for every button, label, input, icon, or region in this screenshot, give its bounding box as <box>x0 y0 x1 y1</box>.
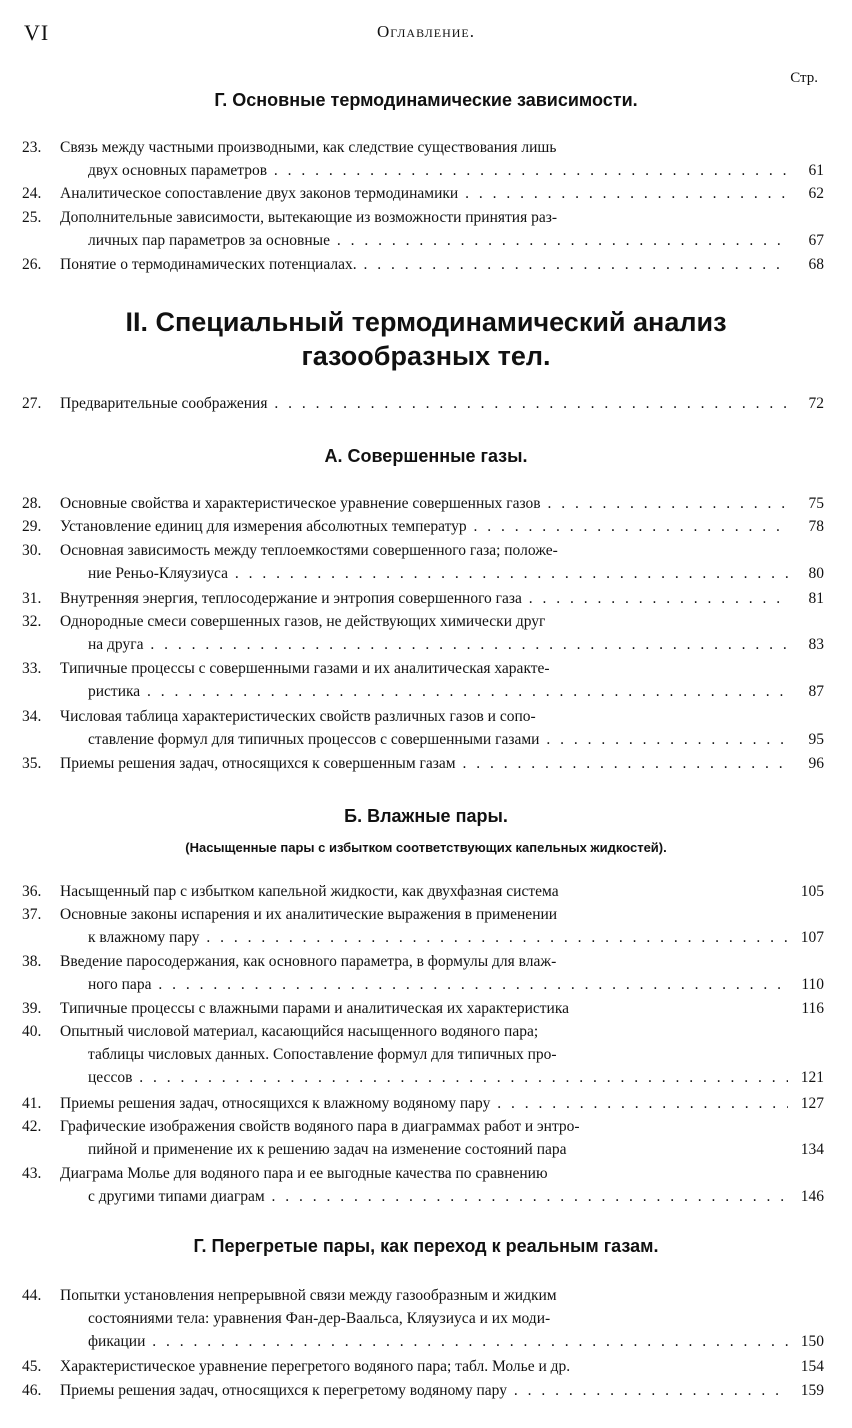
section-subheading-b: (Насыщенные пары с избытком соответствующих капельных жидкостей). <box>185 840 667 855</box>
entry-line: Основная зависимость между теплоемкостями совершенного газа; положе- <box>60 542 558 559</box>
entry-number: 25. <box>22 209 42 226</box>
entry-page: 87 <box>808 683 824 700</box>
entry-line: Характеристическое уравнение перегретого водяного пара; табл. Молье и др. <box>60 1358 571 1375</box>
entry-number: 30. <box>22 542 42 559</box>
entry-page: 159 <box>800 1382 824 1399</box>
entry-line: Приемы решения задач, относящихся к влажному водяному пару . . . <box>60 1092 788 1115</box>
entry-title <box>60 206 788 252</box>
entry-page: 67 <box>808 232 824 249</box>
entry-number: 28. <box>22 495 42 512</box>
entry-number: 29. <box>22 518 42 535</box>
entry-line: к влажному пару . . . <box>60 926 788 949</box>
entry-title <box>60 752 788 775</box>
entry-line: фикации . . . <box>60 1330 788 1353</box>
entry-title <box>60 1115 788 1161</box>
entry-title <box>60 1020 788 1089</box>
entry-title <box>60 492 788 515</box>
entry-title <box>60 182 788 205</box>
entry-title <box>60 1284 788 1353</box>
entry-number: 36. <box>22 883 42 900</box>
entry-number: 42. <box>22 1118 42 1135</box>
entry-number: 33. <box>22 660 42 677</box>
entry-line: Понятие о термодинамических потенциалах. . . . <box>60 253 788 276</box>
entry-line: состояниями тела: уравнения Фан-дер-Ваальса, Кляузиуса и их моди- <box>88 1310 551 1327</box>
entry-page: 80 <box>808 565 824 582</box>
entry-page: 146 <box>800 1188 824 1205</box>
header-title: Оглавление. <box>376 22 476 41</box>
entry-line: ного пара . . . <box>60 973 788 996</box>
entry-number: 32. <box>22 613 42 630</box>
section-heading-g-thermodynamic-relations: Г. Основные термодинамические зависимости. <box>214 90 638 110</box>
header-page-number: VI <box>24 20 50 45</box>
entry-number: 26. <box>22 256 42 273</box>
running-header <box>24 20 828 46</box>
part-heading-line-1: II. Специальный термодинамический анализ <box>125 307 727 337</box>
entry-number: 23. <box>22 139 42 156</box>
entry-line: цессов . . . <box>60 1066 788 1089</box>
part-heading-line-2: газообразных тел. <box>301 341 551 371</box>
entry-number: 41. <box>22 1095 42 1112</box>
entry-title <box>60 539 788 585</box>
entry-number: 24. <box>22 185 42 202</box>
entry-number: 38. <box>22 953 42 970</box>
entry-line: ристика . . . <box>60 680 788 703</box>
entry-page: 81 <box>808 590 824 607</box>
entry-title <box>60 1379 788 1402</box>
entry-line: Аналитическое сопоставление двух законов термодинамики . . . <box>60 182 788 205</box>
entry-line: Введение паросодержания, как основного параметра, в формулы для влаж- <box>60 953 557 970</box>
section-heading-b-wet-vapors: Б. Влажные пары. <box>344 806 508 826</box>
entry-line: Основные свойства и характеристическое уравнение совершенных газов . . . <box>60 492 788 515</box>
entry-title <box>60 950 788 996</box>
entry-title <box>60 705 788 751</box>
entry-page: 121 <box>800 1069 824 1086</box>
section-heading-a-perfect-gases: А. Совершенные газы. <box>324 446 528 466</box>
entry-line: Числовая таблица характеристических свойств различных газов и сопо- <box>60 708 536 725</box>
entry-page: 83 <box>808 636 824 653</box>
entry-page: 75 <box>808 495 824 512</box>
entry-line: Внутренняя энергия, теплосодержание и энтропия совершенного газа . . . <box>60 587 788 610</box>
entry-line: пийной и применение их к решению задач на изменение состояний пара <box>88 1141 567 1158</box>
entry-line: Попытки установления непрерывной связи между газообразным и жидким <box>60 1287 557 1304</box>
entry-page: 61 <box>808 162 824 179</box>
entry-line: Связь между частными производными, как следствие существования лишь <box>60 139 557 156</box>
entry-number: 37. <box>22 906 42 923</box>
entry-title <box>60 903 788 949</box>
entry-line: Диаграма Молье для водяного пара и ее выгодные качества по сравнению <box>60 1165 548 1182</box>
entry-title <box>60 1162 788 1208</box>
entry-line: Типичные процессы с влажными парами и аналитическая их характеристика <box>60 1000 569 1017</box>
entry-page: 72 <box>808 395 824 412</box>
entry-title <box>60 1092 788 1115</box>
entry-line: ние Реньо-Кляузиуса . . . <box>60 562 788 585</box>
entry-number: 40. <box>22 1023 42 1040</box>
entry-line: двух основных параметров . . . <box>60 159 788 182</box>
entry-title <box>60 880 788 903</box>
entry-line: Насыщенный пар с избытком капельной жидкости, как двухфазная система <box>60 883 559 900</box>
entry-title <box>60 392 788 415</box>
entry-title <box>60 515 788 538</box>
entry-line: на друга . . . <box>60 633 788 656</box>
entry-title <box>60 610 788 656</box>
entry-line: Графические изображения свойств водяного пара в диаграммах работ и энтро- <box>60 1118 580 1135</box>
entry-title <box>60 657 788 703</box>
entry-title <box>60 136 788 182</box>
entry-number: 43. <box>22 1165 42 1182</box>
entry-line: Установление единиц для измерения абсолютных температур . . . <box>60 515 788 538</box>
entry-page: 150 <box>800 1333 824 1350</box>
entry-page: 105 <box>800 883 824 900</box>
entry-number: 34. <box>22 708 42 725</box>
entry-line: с другими типами диаграм . . . <box>60 1185 788 1208</box>
entry-page: 116 <box>801 1000 824 1017</box>
entry-page: 134 <box>800 1141 824 1158</box>
entry-page: 110 <box>801 976 824 993</box>
entry-number: 44. <box>22 1287 42 1304</box>
entry-line: ставление формул для типичных процессов с совершенными газами . . . <box>60 728 788 751</box>
entry-line: Опытный числовой материал, касающийся насыщенного водяного пара; <box>60 1023 539 1040</box>
entry-title <box>60 997 788 1020</box>
entry-page: 154 <box>800 1358 824 1375</box>
entry-line: Типичные процессы с совершенными газами и их аналитическая характе- <box>60 660 550 677</box>
entry-line: Предварительные соображения . . . <box>60 392 788 415</box>
entry-number: 46. <box>22 1382 42 1399</box>
entry-page: 62 <box>808 185 824 202</box>
entry-line: Приемы решения задач, относящихся к перегретому водяному пару . . . <box>60 1379 788 1402</box>
entry-line: личных пар параметров за основные . . . <box>60 229 788 252</box>
entry-title <box>60 1355 788 1378</box>
entry-line: Основные законы испарения и их аналитические выражения в применении <box>60 906 558 923</box>
entry-number: 39. <box>22 1000 42 1017</box>
entry-line: Приемы решения задач, относящихся к совершенным газам . . . <box>60 752 788 775</box>
entry-title <box>60 587 788 610</box>
entry-page: 107 <box>800 929 824 946</box>
entry-page: 96 <box>808 755 824 772</box>
entry-line: таблицы числовых данных. Сопоставление формул для типичных про- <box>88 1046 557 1063</box>
entry-page: 127 <box>800 1095 824 1112</box>
entry-line: Дополнительные зависимости, вытекающие из возможности принятия раз- <box>60 209 558 226</box>
entry-title <box>60 253 788 276</box>
entry-number: 35. <box>22 755 42 772</box>
entry-line: Однородные смеси совершенных газов, не действующих химически друг <box>60 613 546 630</box>
entry-page: 95 <box>808 731 824 748</box>
entry-number: 27. <box>22 395 42 412</box>
entry-page: 68 <box>808 256 824 273</box>
section-heading-g-superheated-vapors: Г. Перегретые пары, как переход к реальным газам. <box>193 1236 659 1256</box>
entry-page: 78 <box>808 518 824 535</box>
entry-number: 31. <box>22 590 42 607</box>
entry-number: 45. <box>22 1358 42 1375</box>
page-column-label: Стр. <box>790 70 818 86</box>
